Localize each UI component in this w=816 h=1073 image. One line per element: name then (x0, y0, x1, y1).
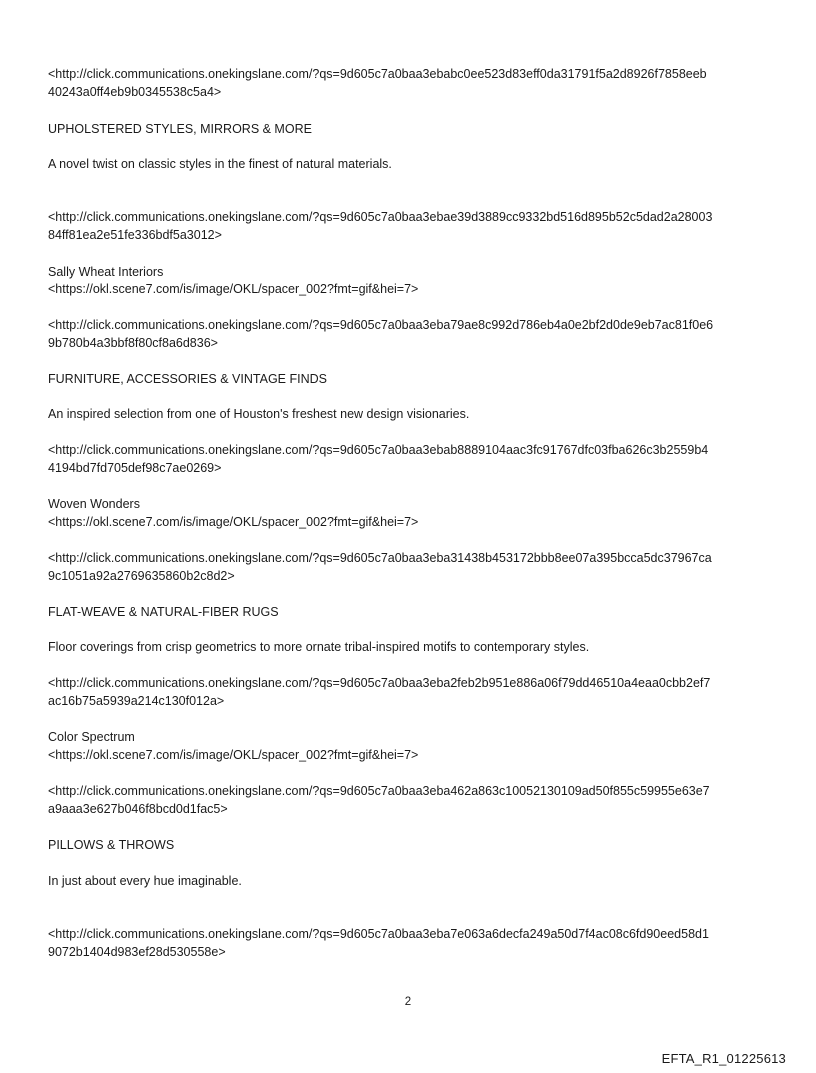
page-number: 2 (404, 996, 412, 1008)
image-url-line[interactable]: <https://okl.scene7.com/is/image/OKL/spacer_002?fmt=gif&hei=7> (48, 515, 419, 529)
sale-title: Sally Wheat Interiors (48, 265, 164, 279)
section-heading: FURNITURE, ACCESSORIES & VINTAGE FINDS (48, 372, 327, 386)
section-description: Floor coverings from crisp geometrics to more ornate tribal-inspired motifs to contemporary styles. (48, 640, 590, 654)
sale-title: Woven Wonders (48, 497, 140, 511)
link-url-line[interactable]: 9b780b4a3bbf8f80cf8a6d836> (48, 336, 218, 350)
section-heading: PILLOWS & THROWS (48, 838, 175, 852)
link-url-line[interactable]: <http://click.communications.onekingslane.com/?qs=9d605c7a0baa3eba2feb2b951e886a06f79dd46510a4eaa0cbb2ef7 (48, 676, 711, 690)
link-url-line[interactable]: <http://click.communications.onekingslane.com/?qs=9d605c7a0baa3eba31438b453172bbb8ee07a395bcca5dc37967ca (48, 551, 712, 565)
link-url-line[interactable]: ac16b75a5939a214c130f012a> (48, 694, 225, 708)
link-url-line[interactable]: 84ff81ea2e51fe336bdf5a3012> (48, 228, 222, 242)
section-description: In just about every hue imaginable. (48, 874, 242, 888)
link-url-line[interactable]: <http://click.communications.onekingslane.com/?qs=9d605c7a0baa3ebabc0ee523d83eff0da31791f5a2d8926f7858eeb (48, 67, 707, 81)
image-url-line[interactable]: <https://okl.scene7.com/is/image/OKL/spacer_002?fmt=gif&hei=7> (48, 282, 419, 296)
link-url-line[interactable]: 40243a0ff4eb9b0345538c5a4> (48, 85, 222, 99)
section-heading: UPHOLSTERED STYLES, MIRRORS & MORE (48, 122, 312, 136)
link-url-line[interactable]: 9072b1404d983ef28d530558e> (48, 945, 226, 959)
link-url-line[interactable]: <http://click.communications.onekingslane.com/?qs=9d605c7a0baa3ebae39d3889cc9332bd516d895b52c5dad2a28003 (48, 210, 713, 224)
link-url-line[interactable]: 9c1051a92a2769635860b2c8d2> (48, 569, 235, 583)
link-url-line[interactable]: <http://click.communications.onekingslane.com/?qs=9d605c7a0baa3eba7e063a6decfa249a50d7f4ac08c6fd90eed58d1 (48, 927, 709, 941)
section-heading: FLAT-WEAVE & NATURAL-FIBER RUGS (48, 605, 279, 619)
link-url-line[interactable]: <http://click.communications.onekingslane.com/?qs=9d605c7a0baa3eba462a863c10052130109ad50f855c59955e63e7 (48, 784, 710, 798)
image-url-line[interactable]: <https://okl.scene7.com/is/image/OKL/spacer_002?fmt=gif&hei=7> (48, 748, 419, 762)
link-url-line[interactable]: <http://click.communications.onekingslane.com/?qs=9d605c7a0baa3eba79ae8c992d786eb4a0e2bf2d0de9eb7ac81f0e6 (48, 318, 714, 332)
section-description: A novel twist on classic styles in the finest of natural materials. (48, 157, 392, 171)
link-url-line[interactable]: 4194bd7fd705def98c7ae0269> (48, 461, 222, 475)
section-description: An inspired selection from one of Houston's freshest new design visionaries. (48, 407, 470, 421)
link-url-line[interactable]: <http://click.communications.onekingslane.com/?qs=9d605c7a0baa3ebab8889104aac3fc91767dfc03fba626c3b2559b4 (48, 443, 709, 457)
bates-number: EFTA_R1_01225613 (661, 1051, 786, 1066)
link-url-line[interactable]: a9aaa3e627b046f8bcd0d1fac5> (48, 802, 228, 816)
sale-title: Color Spectrum (48, 730, 135, 744)
